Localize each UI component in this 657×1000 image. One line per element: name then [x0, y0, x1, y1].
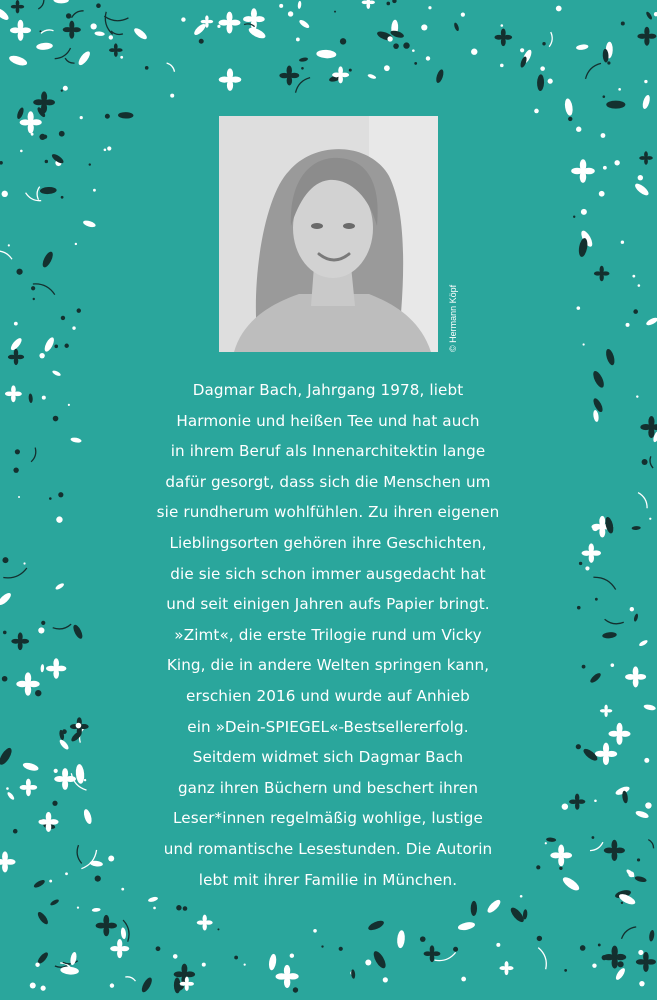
photo-credit: © Hermann Köpf: [448, 284, 458, 352]
bio-line: sie rundherum wohlfühlen. Zu ihren eigenen: [156, 503, 500, 522]
bio-line: Leser*innen regelmäßig wohlige, lustige: [173, 809, 483, 828]
bio-line: »Zimt«, die erste Trilogie rund um Vicky: [174, 625, 482, 644]
bio-line: erschien 2016 und wurde auf Anhieb: [186, 686, 470, 705]
bio-line: dafür gesorgt, dass sich die Menschen um: [165, 472, 491, 491]
bio-line: Lieblingsorten gehören ihre Geschichten,: [169, 533, 487, 552]
author-photo: [219, 116, 438, 352]
bio-line: und seit einigen Jahren aufs Papier bringt.: [166, 595, 490, 614]
bio-line: und romantische Lesestunden. Die Autorin: [163, 839, 493, 858]
bio-line: Dagmar Bach, Jahrgang 1978, liebt: [192, 381, 464, 399]
author-portrait-image: [219, 116, 438, 352]
bio-line: in ihrem Beruf als Innenarchitektin lange: [170, 442, 486, 461]
bio-line: lebt mit ihrer Familie in München.: [198, 870, 458, 889]
bio-line: King, die in andere Welten springen kann,: [166, 656, 490, 675]
bio-line: Seitdem widmet sich Dagmar Bach: [192, 748, 464, 767]
bio-line: Harmonie und heißen Tee und hat auch: [176, 411, 480, 430]
author-bio: [118, 375, 538, 895]
bio-line: die sie sich schon immer ausgedacht hat: [170, 564, 486, 583]
bio-line: ganz ihren Büchern und beschert ihren: [177, 778, 479, 797]
bio-line: ein »Dein-SPIEGEL«-Bestsellererfolg.: [187, 717, 469, 736]
